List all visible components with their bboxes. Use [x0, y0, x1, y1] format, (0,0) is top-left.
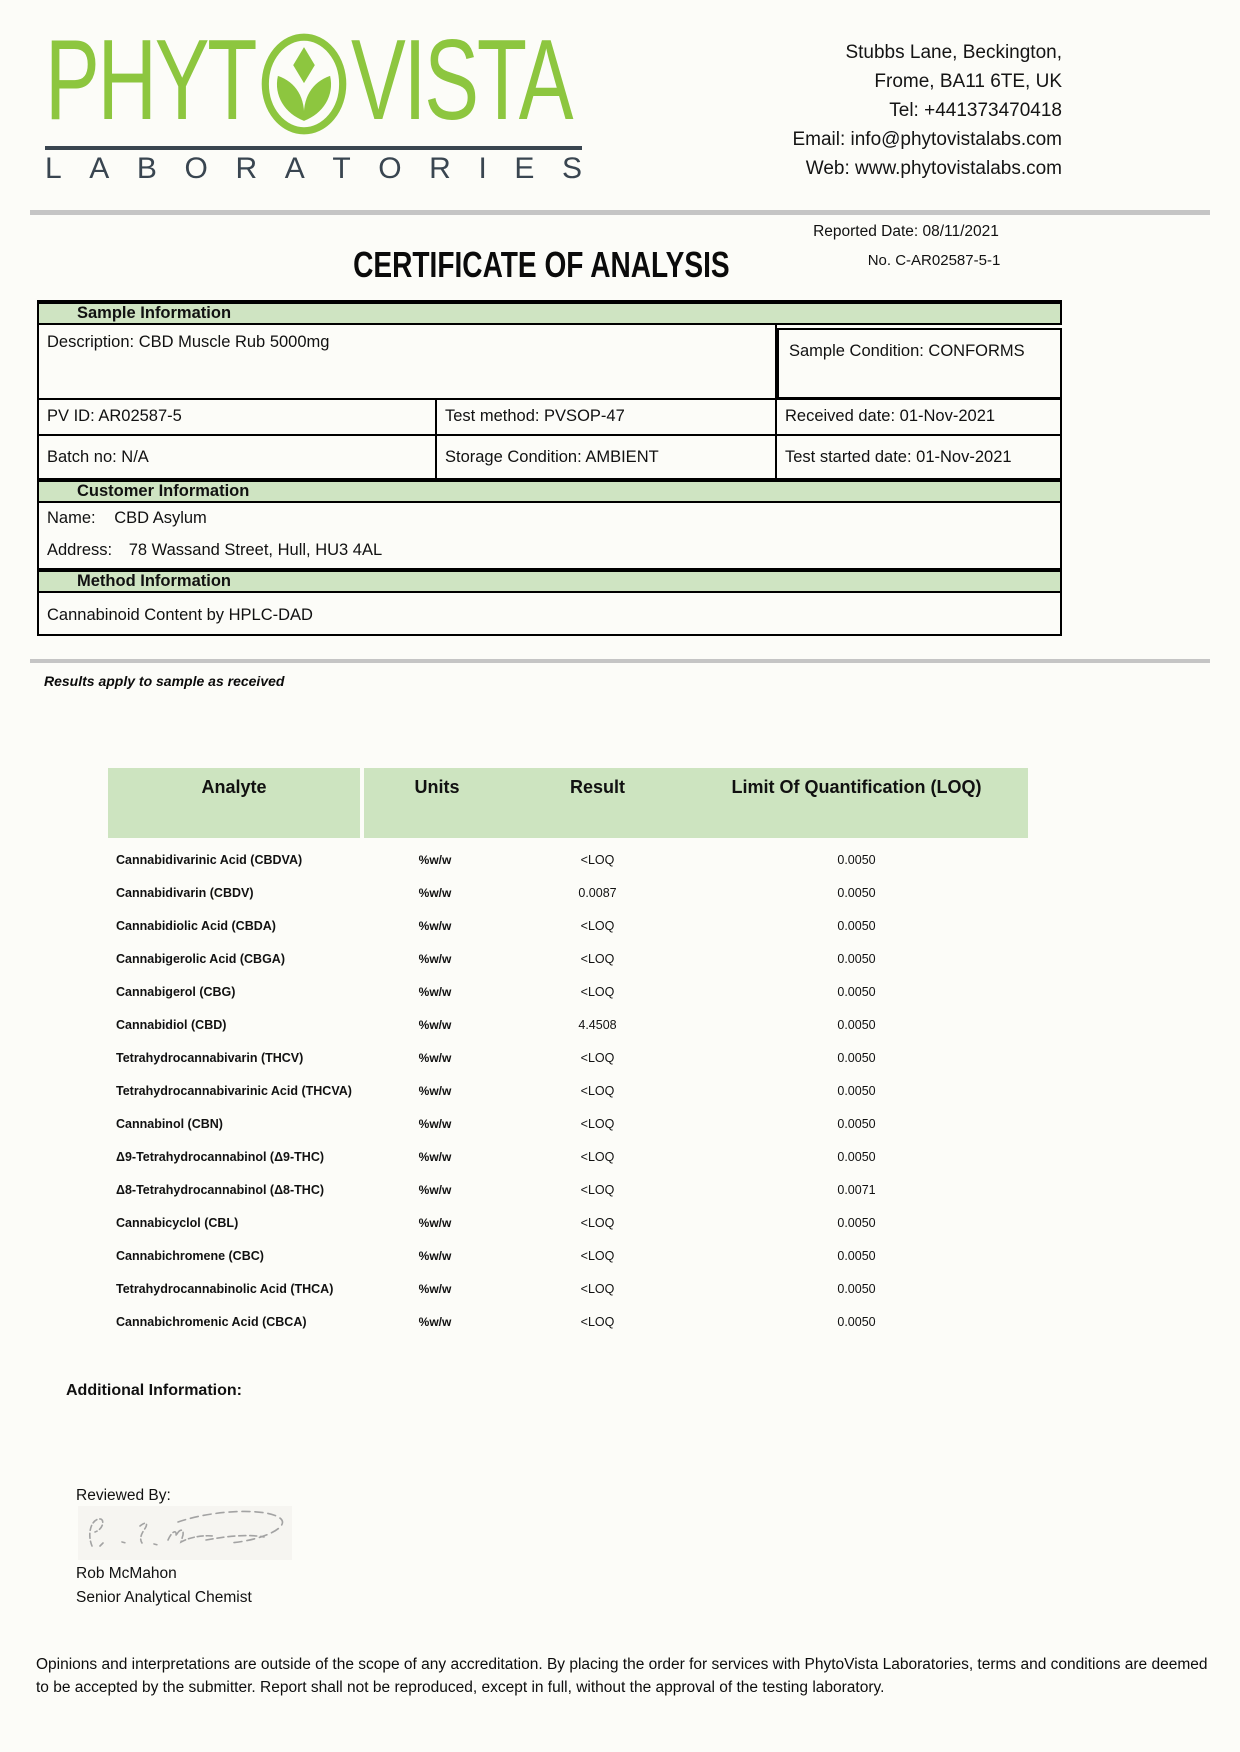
- loq-value: 0.0050: [837, 1116, 876, 1131]
- pv-id: PV ID: AR02587-5: [37, 398, 437, 436]
- units-value: %w/w: [418, 852, 452, 867]
- table-row: [108, 1008, 1028, 1041]
- result-value: <LOQ: [580, 1248, 615, 1263]
- result-value: <LOQ: [580, 951, 615, 966]
- loq-value: 0.0050: [837, 918, 876, 933]
- test-method: Test method: PVSOP-47: [435, 398, 777, 436]
- result-value: <LOQ: [580, 852, 615, 867]
- handwritten-signature: [78, 1506, 292, 1560]
- contact-address-line1: Stubbs Lane, Beckington,: [845, 42, 1062, 63]
- analyte-name: Cannabidivarinic Acid (CBDVA): [116, 852, 303, 867]
- loq-value: 0.0071: [837, 1182, 876, 1197]
- table-row: [108, 942, 1028, 975]
- test-started-date: Test started date: 01-Nov-2021: [775, 434, 1062, 480]
- analyte-name: Cannabidivarin (CBDV): [116, 885, 254, 900]
- analyte-name: Cannabidiol (CBD): [116, 1017, 227, 1032]
- loq-value: 0.0050: [837, 1215, 876, 1230]
- units-value: %w/w: [418, 1182, 452, 1197]
- method-name: Cannabinoid Content by HPLC-DAD: [37, 591, 1062, 636]
- units-value: %w/w: [418, 1248, 452, 1263]
- units-value: %w/w: [418, 1281, 452, 1296]
- header-divider: [30, 210, 1210, 215]
- units-value: %w/w: [418, 1050, 452, 1065]
- results-table-body: [108, 843, 1028, 1338]
- logo-underline: [45, 146, 582, 150]
- lab-contact-block: [792, 38, 1062, 183]
- table-row: [108, 909, 1028, 942]
- page-title: CERTIFICATE OF ANALYSIS: [353, 244, 730, 285]
- table-row: [108, 876, 1028, 909]
- customer-details: [37, 501, 1062, 570]
- column-header-result: Result: [569, 777, 625, 797]
- table-row: [108, 1041, 1028, 1074]
- reported-date: Reported Date: 08/11/2021: [813, 223, 999, 240]
- pv-id-row: [37, 398, 1062, 436]
- table-row: [108, 1173, 1028, 1206]
- loq-value: 0.0050: [837, 1248, 876, 1263]
- units-value: %w/w: [418, 918, 452, 933]
- table-row: [108, 1206, 1028, 1239]
- column-header-loq: Limit Of Quantification (LOQ): [731, 777, 982, 797]
- table-row: [108, 1107, 1028, 1140]
- method-information-header: Method Information: [37, 568, 1062, 593]
- loq-value: 0.0050: [837, 984, 876, 999]
- contact-phone: Tel: +441373470418: [889, 100, 1062, 121]
- result-value: 0.0087: [578, 885, 617, 900]
- analyte-name: Cannabichromene (CBC): [116, 1248, 264, 1263]
- loq-value: 0.0050: [837, 1281, 876, 1296]
- analyte-name: Cannabicyclol (CBL): [116, 1215, 239, 1230]
- customer-address-value: 78 Wassand Street, Hull, HU3 4AL: [128, 541, 383, 559]
- loq-value: 0.0050: [837, 885, 876, 900]
- storage-condition: Storage Condition: AMBIENT: [435, 434, 777, 480]
- column-header-analyte: Analyte: [108, 768, 360, 838]
- sample-information-header: Sample Information: [37, 300, 1062, 325]
- contact-web: Web: www.phytovistalabs.com: [805, 158, 1062, 179]
- results-note: Results apply to sample as received: [44, 673, 285, 689]
- customer-name-value: CBD Asylum: [114, 509, 207, 527]
- table-row: [108, 975, 1028, 1008]
- units-value: %w/w: [418, 1116, 452, 1131]
- result-value: <LOQ: [580, 1314, 615, 1329]
- batch-row: [37, 434, 1062, 480]
- result-value: <LOQ: [580, 1083, 615, 1098]
- result-value: <LOQ: [580, 1281, 615, 1296]
- contact-address-line2: Frome, BA11 6TE, UK: [874, 71, 1062, 92]
- units-value: %w/w: [418, 1017, 452, 1032]
- customer-information-header: Customer Information: [37, 478, 1062, 503]
- analyte-name: Cannabigerol (CBG): [116, 984, 236, 999]
- loq-value: 0.0050: [837, 1083, 876, 1098]
- report-number: No. C-AR02587-5-1: [867, 252, 1001, 269]
- result-value: <LOQ: [580, 984, 615, 999]
- results-table: [108, 768, 1028, 1338]
- sample-condition: Sample Condition: CONFORMS: [777, 328, 1062, 399]
- result-value: <LOQ: [580, 1116, 615, 1131]
- reviewer-name: Rob McMahon: [76, 1565, 177, 1582]
- table-row: [108, 1239, 1028, 1272]
- units-value: %w/w: [418, 951, 452, 966]
- customer-address-label: Address:: [47, 541, 113, 559]
- customer-name-label: Name:: [47, 509, 96, 527]
- units-value: %w/w: [418, 1149, 452, 1164]
- analyte-name: Tetrahydrocannabivarin (THCV): [116, 1050, 304, 1065]
- results-table-header: [108, 768, 1028, 838]
- loq-value: 0.0050: [837, 1017, 876, 1032]
- loq-value: 0.0050: [837, 1314, 876, 1329]
- table-row: [108, 1305, 1028, 1338]
- received-date: Received date: 01-Nov-2021: [775, 398, 1062, 436]
- analyte-name: Cannabidiolic Acid (CBDA): [116, 918, 276, 933]
- result-value: 4.4508: [578, 1017, 617, 1032]
- units-value: %w/w: [418, 885, 452, 900]
- analyte-name: Tetrahydrocannabinolic Acid (THCA): [116, 1281, 334, 1296]
- result-value: <LOQ: [580, 1215, 615, 1230]
- logo-subtitle-laboratories: L A B O R A T O R I E S: [45, 152, 582, 185]
- reviewer-role: Senior Analytical Chemist: [76, 1589, 252, 1606]
- section-divider: [30, 659, 1210, 663]
- phytovista-logo: [45, 17, 591, 144]
- contact-email: Email: info@phytovistalabs.com: [792, 129, 1062, 150]
- result-value: <LOQ: [580, 1182, 615, 1197]
- disclaimer-text: Opinions and interpretations are outside of the scope of any accreditation. By placing the order for services with PhytoVista Laboratories, terms and conditions are deemed to be accepted by the submitter. Report shall not be reproduced, except in full, without the approval of the testing laboratory.: [36, 1656, 1208, 1696]
- analyte-name: Δ9-Tetrahydrocannabinol (Δ9-THC): [116, 1149, 325, 1164]
- units-value: %w/w: [418, 1215, 452, 1230]
- units-value: %w/w: [418, 1314, 452, 1329]
- info-tables: [37, 300, 1062, 636]
- analyte-name: Cannabinol (CBN): [116, 1116, 223, 1131]
- loq-value: 0.0050: [837, 951, 876, 966]
- result-value: <LOQ: [580, 1149, 615, 1164]
- analyte-name: Cannabichromenic Acid (CBCA): [116, 1314, 307, 1329]
- table-row: [108, 1140, 1028, 1173]
- customer-address-line: [47, 541, 1060, 560]
- table-row: [108, 1272, 1028, 1305]
- additional-information-label: Additional Information:: [66, 1382, 242, 1399]
- loq-value: 0.0050: [837, 1050, 876, 1065]
- table-row: [108, 1074, 1028, 1107]
- units-value: %w/w: [418, 1083, 452, 1098]
- units-value: %w/w: [418, 984, 452, 999]
- column-header-units: Units: [414, 777, 460, 797]
- column-headers-values: [364, 768, 1028, 838]
- table-row: [108, 843, 1028, 876]
- batch-no: Batch no: N/A: [37, 434, 437, 480]
- analyte-name: Δ8-Tetrahydrocannabinol (Δ8-THC): [116, 1182, 325, 1197]
- logo-text-phyt: PHYT: [45, 17, 256, 144]
- analyte-name: Tetrahydrocannabivarinic Acid (THCVA): [116, 1083, 352, 1098]
- customer-name-line: [47, 509, 1060, 528]
- leaf-in-oval-icon: [257, 24, 351, 138]
- sample-description: Description: CBD Muscle Rub 5000mg: [37, 323, 777, 400]
- logo-text-vista: VISTA: [351, 17, 572, 144]
- result-value: <LOQ: [580, 918, 615, 933]
- description-row: [37, 323, 1062, 400]
- reviewed-by-label: Reviewed By:: [76, 1487, 171, 1504]
- result-value: <LOQ: [580, 1050, 615, 1065]
- analyte-name: Cannabigerolic Acid (CBGA): [116, 951, 285, 966]
- loq-value: 0.0050: [837, 852, 876, 867]
- loq-value: 0.0050: [837, 1149, 876, 1164]
